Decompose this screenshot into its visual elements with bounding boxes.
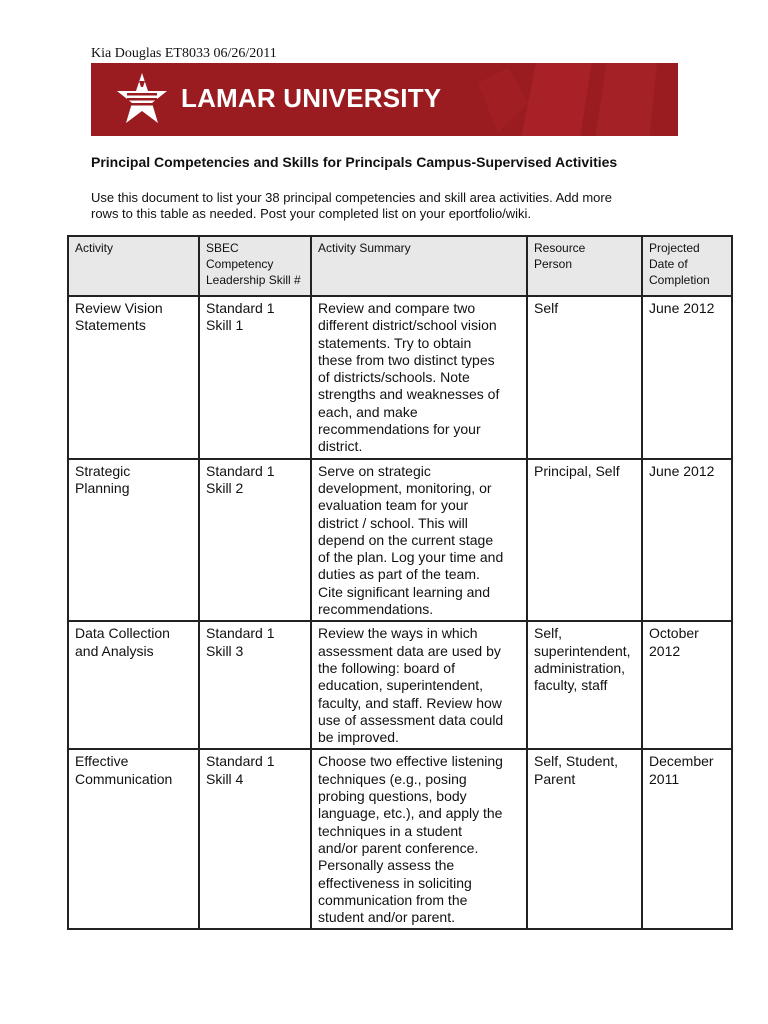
cell-text-line: evaluation team for your [318, 497, 469, 514]
header-summary [311, 236, 527, 296]
document-title: Principal Competencies and Skills for Principals Campus-Supervised Activities [91, 154, 618, 170]
header-line: SBEC [206, 241, 239, 255]
header-line: Resource [534, 241, 586, 255]
cell-text-line: Review and compare two [318, 300, 476, 316]
cell-text-line: probing questions, body [318, 788, 467, 805]
cell-text-line: Principal, Self [534, 462, 620, 479]
cell-text-line: 2011 [649, 770, 680, 787]
cell-sbec [199, 749, 311, 929]
cell-text-line: the following: board of [318, 659, 455, 676]
cell-text-line: superintendent, [534, 642, 631, 659]
university-banner [91, 63, 678, 136]
cell-sbec [199, 459, 311, 622]
cell-activity [68, 621, 199, 749]
cell-text-line: administration, [534, 659, 626, 676]
header-date [642, 236, 732, 296]
cell-text-line: development, monitoring, or [318, 479, 492, 496]
banner-star-watermark-icon [418, 63, 678, 136]
table-row [68, 621, 732, 749]
cell-text-line: October [649, 625, 699, 642]
cell-text-line: faculty, staff [534, 677, 608, 694]
header-line: Leadership Skill # [206, 273, 301, 287]
cell-text-line: and/or parent conference. [318, 839, 479, 856]
cell-text-line: Personally assess the [318, 857, 455, 874]
cell-text-line: depend on the current stage [318, 531, 494, 548]
cell-resource [527, 459, 642, 622]
cell-text-line: statements. Try to obtain [318, 334, 472, 351]
cell-resource [527, 296, 642, 459]
cell-text-line: Data Collection [75, 625, 170, 642]
university-name: LAMAR UNIVERSITY [181, 83, 442, 113]
cell-date [642, 621, 732, 749]
cell-text-line: district / school. This will [318, 514, 468, 531]
cell-text-line: Strategic [75, 462, 131, 479]
cell-summary [311, 749, 527, 929]
cell-text-line: Skill 3 [206, 642, 244, 659]
intro-line: rows to this table as needed. Post your completed list on your eportfolio/wiki. [91, 206, 532, 221]
cell-activity [68, 459, 199, 622]
cell-sbec [199, 296, 311, 459]
cell-text-line: language, etc.), and apply the [318, 805, 503, 822]
header-line: Competency [206, 257, 274, 271]
cell-text-line: Standard 1 [206, 753, 275, 770]
cell-text-line: Skill 1 [206, 317, 244, 334]
cell-text-line: Planning [75, 479, 130, 496]
table-header-row [68, 236, 732, 296]
cell-text-line: of districts/schools. Note [318, 369, 470, 386]
table-row [68, 296, 732, 459]
cell-text-line: Review the ways in which [318, 625, 478, 642]
header-line: Projected [649, 241, 700, 255]
cell-text-line: district. [318, 438, 363, 455]
cell-text-line: techniques (e.g., posing [318, 770, 467, 787]
cell-text-line: Skill 2 [206, 479, 244, 496]
cell-text-line: Choose two effective listening [318, 753, 503, 770]
cell-summary [311, 621, 527, 749]
header-sbec [199, 236, 311, 296]
table-row [68, 459, 732, 622]
cell-text-line: Statements [75, 317, 146, 334]
cell-text-line: June 2012 [649, 300, 715, 316]
cell-text-line: each, and make [318, 403, 418, 420]
table-row [68, 749, 732, 929]
cell-date [642, 459, 732, 622]
cell-text-line: duties as part of the team. [318, 566, 480, 583]
cell-text-line: be improved. [318, 729, 399, 746]
cell-activity [68, 296, 199, 459]
cell-text-line: faculty, and staff. Review how [318, 694, 502, 711]
cell-activity [68, 749, 199, 929]
cell-text-line: Effective [75, 753, 129, 770]
cell-text-line: assessment data are used by [318, 642, 501, 659]
cell-text-line: these from two distinct types [318, 351, 495, 368]
cell-text-line: Standard 1 [206, 300, 275, 316]
cell-text-line: Standard 1 [206, 462, 275, 479]
header-line: Activity Summary [318, 241, 411, 255]
cell-text-line: June 2012 [649, 462, 715, 479]
header-activity [68, 236, 199, 296]
cell-text-line: student and/or parent. [318, 909, 455, 926]
cell-date [642, 749, 732, 929]
header-line: Completion [649, 273, 710, 287]
cell-text-line: Skill 4 [206, 770, 244, 787]
intro-line: Use this document to list your 38 principal competencies and skill area activities. Add more [91, 190, 612, 205]
cell-text-line: Self, Student, [534, 753, 619, 770]
cell-text-line: 2012 [649, 642, 681, 659]
cell-text-line: different district/school vision [318, 317, 497, 334]
cell-text-line: techniques in a student [318, 822, 462, 839]
cell-date [642, 296, 732, 459]
intro-paragraph [91, 190, 691, 222]
cell-text-line: Cite significant learning and [318, 583, 490, 600]
cell-text-line: recommendations for your [318, 421, 481, 438]
cell-summary [311, 296, 527, 459]
header-line: Person [534, 257, 573, 271]
cell-text-line: Serve on strategic [318, 462, 431, 479]
cell-text-line: Standard 1 [206, 625, 275, 642]
cell-resource [527, 621, 642, 749]
cell-text-line: and Analysis [75, 642, 154, 659]
cell-text-line: of the plan. Log your time and [318, 549, 504, 566]
activities-table [67, 235, 733, 930]
cell-text-line: recommendations. [318, 601, 434, 618]
cell-resource [527, 749, 642, 929]
cell-text-line: December [649, 753, 714, 770]
cell-text-line: use of assessment data could [318, 711, 504, 728]
cell-summary [311, 459, 527, 622]
cell-text-line: effectiveness in soliciting [318, 874, 472, 891]
cell-text-line: communication from the [318, 891, 468, 908]
cell-text-line: strengths and weaknesses of [318, 386, 500, 403]
cell-sbec [199, 621, 311, 749]
lamar-star-logo-icon [113, 71, 171, 129]
cell-text-line: Parent [534, 770, 576, 787]
cell-text-line: education, superintendent, [318, 677, 484, 694]
header-line: Activity [75, 241, 114, 255]
table-body [68, 296, 732, 929]
header-line: Date of [649, 257, 688, 271]
cell-text-line: Self, [534, 625, 563, 642]
cell-text-line: Self [534, 300, 559, 316]
cell-text-line: Review Vision [75, 300, 163, 316]
cell-text-line: Communication [75, 770, 173, 787]
header-resource [527, 236, 642, 296]
author-date-note: Kia Douglas ET8033 06/26/2011 [91, 46, 277, 61]
